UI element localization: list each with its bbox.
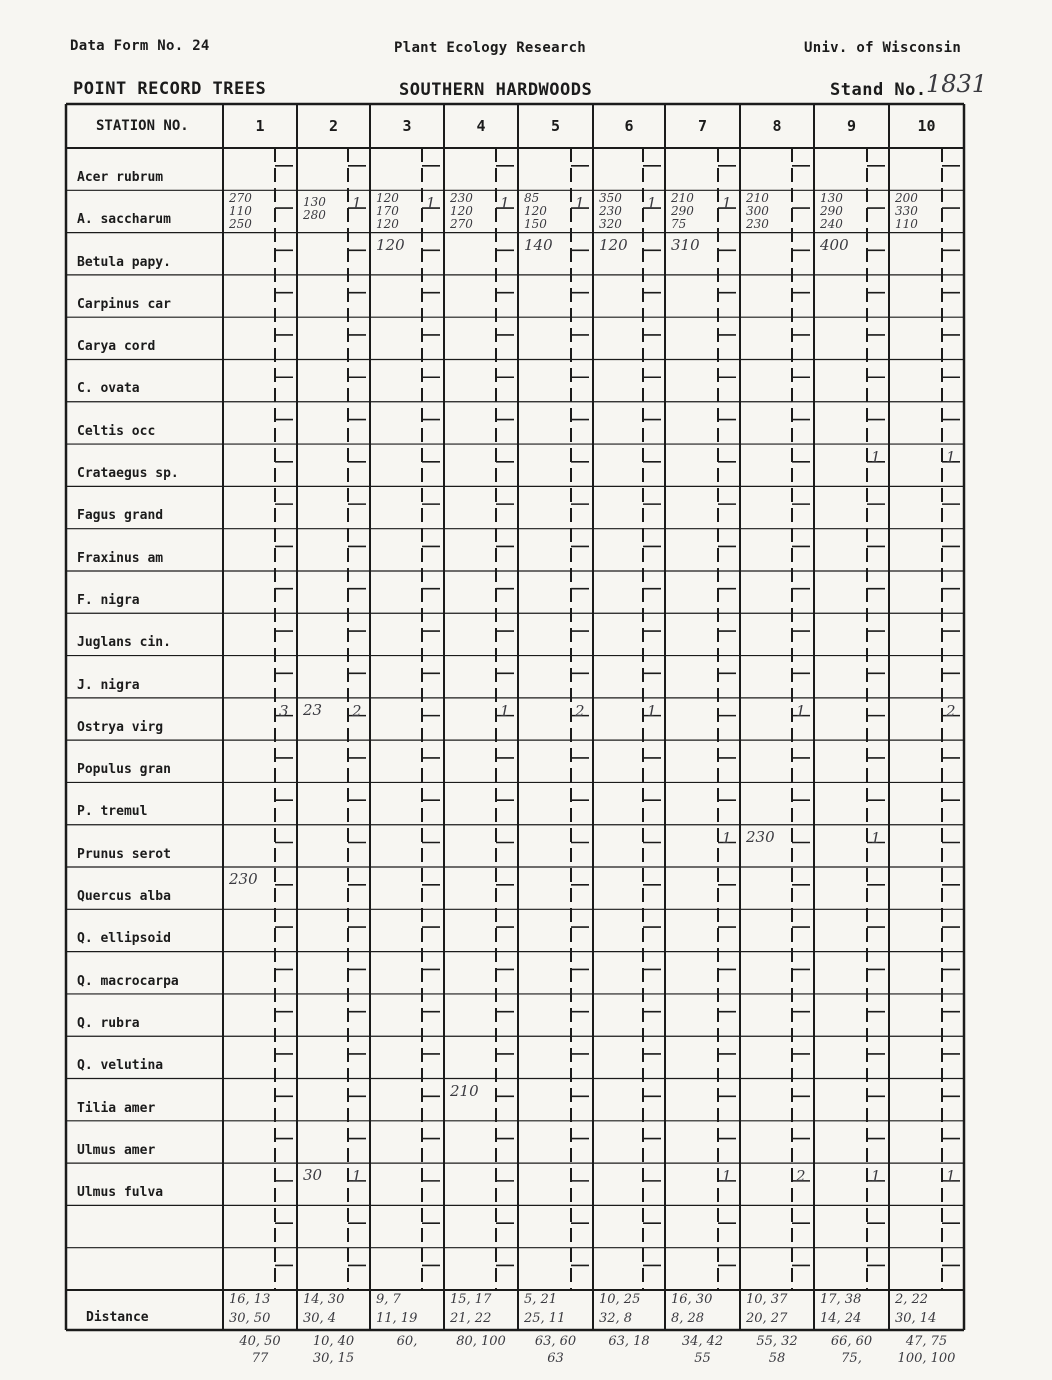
distance-value: 17, 38 14, 24 [820,1292,862,1326]
tally-mark: 2 [352,701,362,720]
tally-mark: 1 [946,448,956,467]
distance-value: 14, 30 30, 4 [303,1292,345,1326]
tally-mark: 1 [426,194,436,213]
station-number: 10 [917,117,936,135]
tally-mark: 3 [279,701,289,720]
tally-mark: 1 [796,701,806,720]
organization: Plant Ecology Research [394,40,587,56]
cell-value: 30 [303,1166,323,1185]
station-number: 8 [772,117,782,135]
stand-number: 1831 [926,70,988,98]
extra-distance: 10, 40 30, 15 [312,1334,355,1366]
tally-mark: 1 [500,701,510,720]
species-label: Quercus alba [77,889,171,905]
station-number: 5 [550,117,561,135]
tally-mark: 1 [352,194,362,213]
species-label: Celtis occ [77,423,156,439]
distance-value: 16, 30 8, 28 [671,1292,713,1326]
extra-distance: 66, 60 75, [830,1334,873,1366]
tally-mark: 1 [500,194,510,213]
form-title: POINT RECORD TREES [73,79,267,99]
cell-value: 230 [229,870,258,889]
cell-value: 140 [524,235,553,254]
tally-mark: 1 [946,1167,956,1186]
species-label: Populus gran [77,762,171,778]
cell-value: 350 230 320 [599,191,622,232]
form-subtitle: SOUTHERN HARDWOODS [399,80,593,100]
cell-value: 310 [671,235,700,254]
extra-distance: 40, 50 77 [239,1334,281,1366]
tally-mark: 1 [647,194,657,213]
species-label: Crataegus sp. [77,466,179,482]
species-label: C. ovata [77,381,140,397]
distance-value: 5, 21 25, 11 [524,1292,566,1326]
cell-value: 120 [599,235,628,254]
tally-mark: 1 [871,828,881,847]
species-label: Ulmus amer [77,1142,156,1158]
station-number: 1 [255,117,265,135]
tally-mark: 1 [722,1167,732,1186]
tally-mark: 1 [722,828,732,847]
station-number: 3 [402,117,412,135]
tally-mark: 1 [722,194,732,213]
species-label: Juglans cin. [77,635,171,651]
station-number: 6 [624,117,634,135]
extra-distance: 63, 18 [608,1334,650,1349]
species-label: Ostrya virg [77,719,164,735]
form-number: Data Form No. 24 [70,38,210,54]
cell-value: 400 [820,235,849,254]
distance-value: 15, 17 21, 22 [450,1292,492,1326]
species-label: Q. macrocarpa [77,973,179,989]
species-label: Acer rubrum [77,169,164,185]
distance-value: 10, 37 20, 27 [746,1292,788,1326]
extra-distance: 34, 42 55 [681,1334,724,1366]
cell-value: 200 330 110 [895,191,918,232]
extra-distance: 80, 100 [456,1334,506,1349]
cell-value: 130 290 240 [820,191,843,232]
cell-value: 120 [376,235,405,254]
species-label: Q. rubra [77,1015,140,1031]
cell-value: 210 [450,1081,479,1100]
species-label: J. nigra [77,677,140,693]
extra-distance: 47, 75 100, 100 [897,1334,956,1366]
tally-mark: 1 [871,1167,881,1186]
distance-value: 9, 7 11, 19 [376,1292,418,1326]
species-label: Fagus grand [77,508,164,524]
station-number: 2 [328,117,339,135]
tally-mark: 2 [575,701,585,720]
cell-value: 230 120 270 [450,191,473,232]
species-label: Q. velutina [77,1058,164,1074]
cell-value: 270 110 250 [229,191,252,232]
distance-value: 10, 25 32, 8 [599,1292,641,1326]
stand-label: Stand No. [830,80,927,100]
species-label: P. tremul [77,804,148,820]
species-label: F. nigra [77,592,140,608]
extra-distance: 63, 60 63 [534,1334,577,1366]
species-label: Prunus serot [77,846,171,862]
distance-value: 16, 13 30, 50 [229,1292,271,1326]
species-label: Q. ellipsoid [77,931,171,947]
tally-mark: 2 [946,701,956,720]
cell-value: 130 280 [303,195,326,223]
tally-mark: 1 [352,1167,362,1186]
station-number: 4 [476,117,486,135]
tally-mark: 1 [575,194,585,213]
species-label: Carya cord [77,339,156,355]
station-header: STATION NO. [96,118,189,134]
extra-distance: 60, [396,1334,418,1349]
species-label: Fraxinus am [77,550,164,566]
species-label: Betula papy. [77,254,171,270]
cell-value: 210 290 75 [671,191,694,232]
species-label: Ulmus fulva [77,1185,164,1201]
cell-value: 230 [746,827,775,846]
station-number: 7 [697,117,708,135]
tally-mark: 1 [871,448,881,467]
cell-value: 85 120 150 [524,191,547,232]
station-number: 9 [846,117,857,135]
tally-mark: 2 [796,1167,806,1186]
species-label: Carpinus car [77,296,171,312]
university: Univ. of Wisconsin [804,40,962,56]
cell-value: 210 300 230 [746,191,769,232]
species-label: A. saccharum [77,212,171,228]
distance-label: Distance [86,1310,149,1325]
distance-value: 2, 22 30, 14 [895,1292,937,1326]
cell-value: 120 170 120 [376,191,399,232]
species-label: Tilia amer [77,1100,156,1116]
cell-value: 23 [303,700,323,719]
tally-mark: 1 [647,701,657,720]
extra-distance: 55, 32 58 [756,1334,798,1366]
